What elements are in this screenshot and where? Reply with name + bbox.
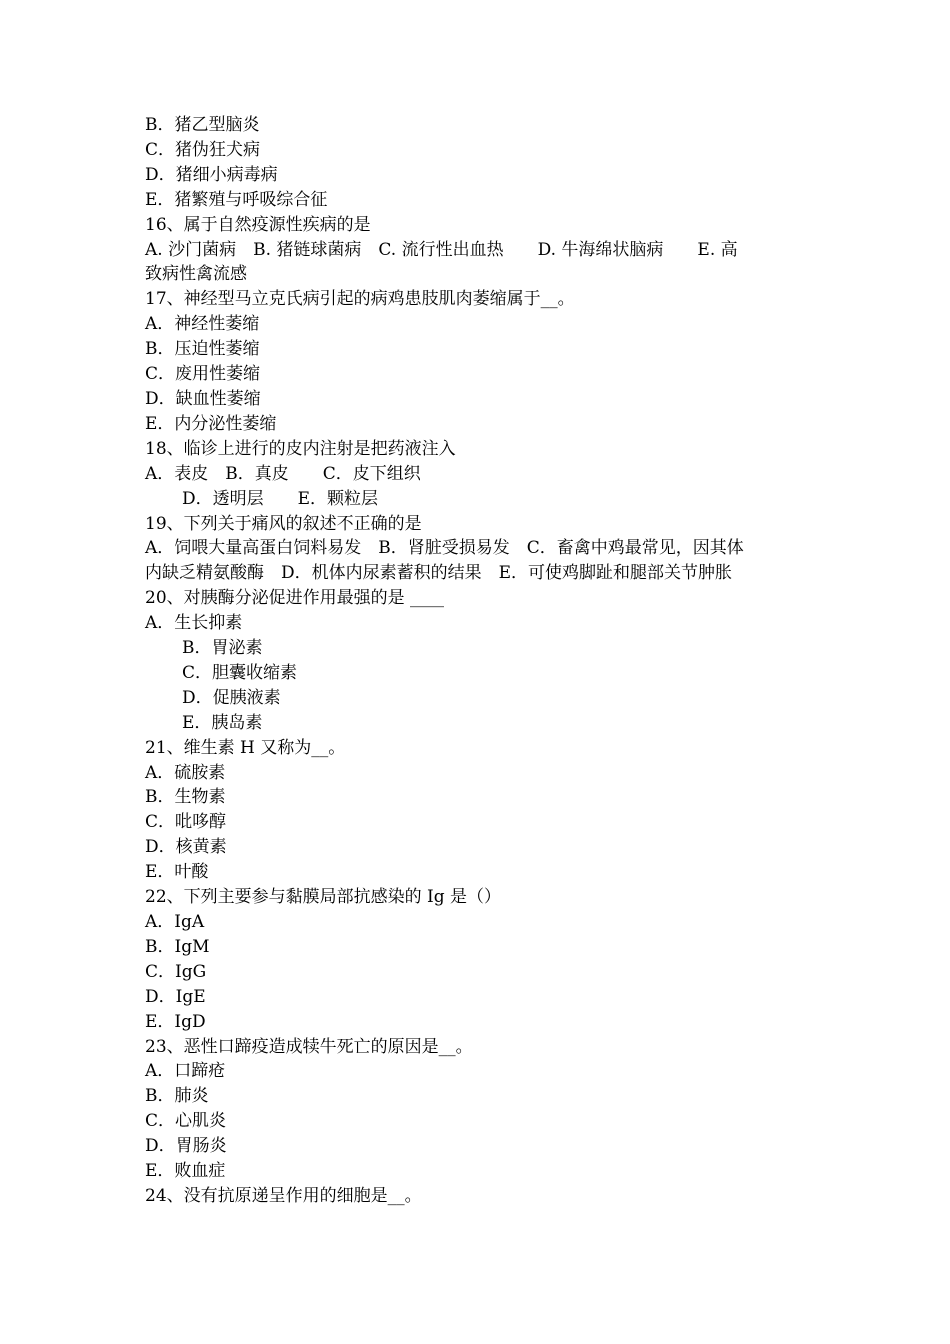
option-line: E．败血症: [145, 1161, 226, 1182]
option-line: B．IgM: [145, 936, 210, 957]
option-line: D．胃肠炎: [145, 1136, 227, 1157]
question-line: 24、没有抗原递呈作用的细胞是__。: [145, 1185, 422, 1206]
option-line: C．猪伪狂犬病: [145, 139, 261, 160]
question-line: 20、对胰酶分泌促进作用最强的是 ____: [145, 588, 445, 609]
question-line: 18、临诊上进行的皮内注射是把药液注入: [145, 438, 456, 459]
option-line: A．硫胺素: [145, 762, 226, 783]
option-line: C．胆囊收缩素: [182, 662, 298, 683]
question-line: 19、下列关于痛风的叙述不正确的是: [145, 513, 422, 534]
option-line: E．IgD: [145, 1011, 206, 1032]
option-line: 致病性禽流感: [145, 264, 247, 285]
option-line: B．猪乙型脑炎: [145, 115, 260, 135]
question-line: 21、维生素 H 又称为__。: [145, 737, 346, 758]
option-line: A．IgA: [145, 912, 205, 932]
option-line: D．透明层 E．颗粒层: [182, 488, 379, 509]
question-line: 23、恶性口蹄疫造成犊牛死亡的原因是__。: [145, 1036, 473, 1057]
option-line: D．促胰液素: [182, 687, 281, 708]
option-line: A．口蹄疮: [145, 1061, 226, 1082]
question-list: [145, 113, 813, 1209]
option-line: A．饲喂大量高蛋白饲料易发 B．肾脏受损易发 C．畜禽中鸡最常见，因其体: [145, 538, 744, 559]
option-line: 内缺乏精氨酸酶 D．机体内尿素蓄积的结果 E．可使鸡脚趾和腿部关节肿胀: [145, 563, 733, 584]
option-line: A. 沙门菌病 B. 猪链球菌病 C. 流行性出血热 D. 牛海绵状脑病 E. 高: [145, 239, 738, 260]
option-line: B．胃泌素: [182, 638, 263, 659]
option-line: A．神经性萎缩: [145, 314, 260, 335]
question-line: 17、神经型马立克氏病引起的病鸡患肢肌肉萎缩属于__。: [145, 289, 575, 310]
option-line: E．叶酸: [145, 862, 209, 883]
option-line: C．吡哆醇: [145, 812, 227, 833]
option-line: B．生物素: [145, 787, 226, 808]
option-line: B．压迫性萎缩: [145, 339, 260, 360]
option-line: A．生长抑素: [145, 613, 243, 634]
option-line: C．IgG: [145, 961, 207, 982]
option-line: E．胰岛素: [182, 712, 263, 733]
option-line: E．内分泌性萎缩: [145, 413, 277, 434]
option-line: E．猪繁殖与呼吸综合征: [145, 189, 328, 210]
question-line: 22、下列主要参与黏膜局部抗感染的 Ig 是（）: [145, 887, 502, 908]
option-line: D．缺血性萎缩: [145, 388, 261, 409]
option-line: D．猪细小病毒病: [145, 164, 278, 185]
option-line: C．心肌炎: [145, 1111, 227, 1132]
option-line: C．废用性萎缩: [145, 364, 261, 385]
option-line: A．表皮 B．真皮 C．皮下组织: [145, 463, 421, 484]
option-line: D．IgE: [145, 986, 206, 1007]
option-line: D．核黄素: [145, 837, 227, 858]
question-line: 16、属于自然疫源性疾病的是: [145, 214, 371, 235]
option-line: B．肺炎: [145, 1086, 209, 1107]
